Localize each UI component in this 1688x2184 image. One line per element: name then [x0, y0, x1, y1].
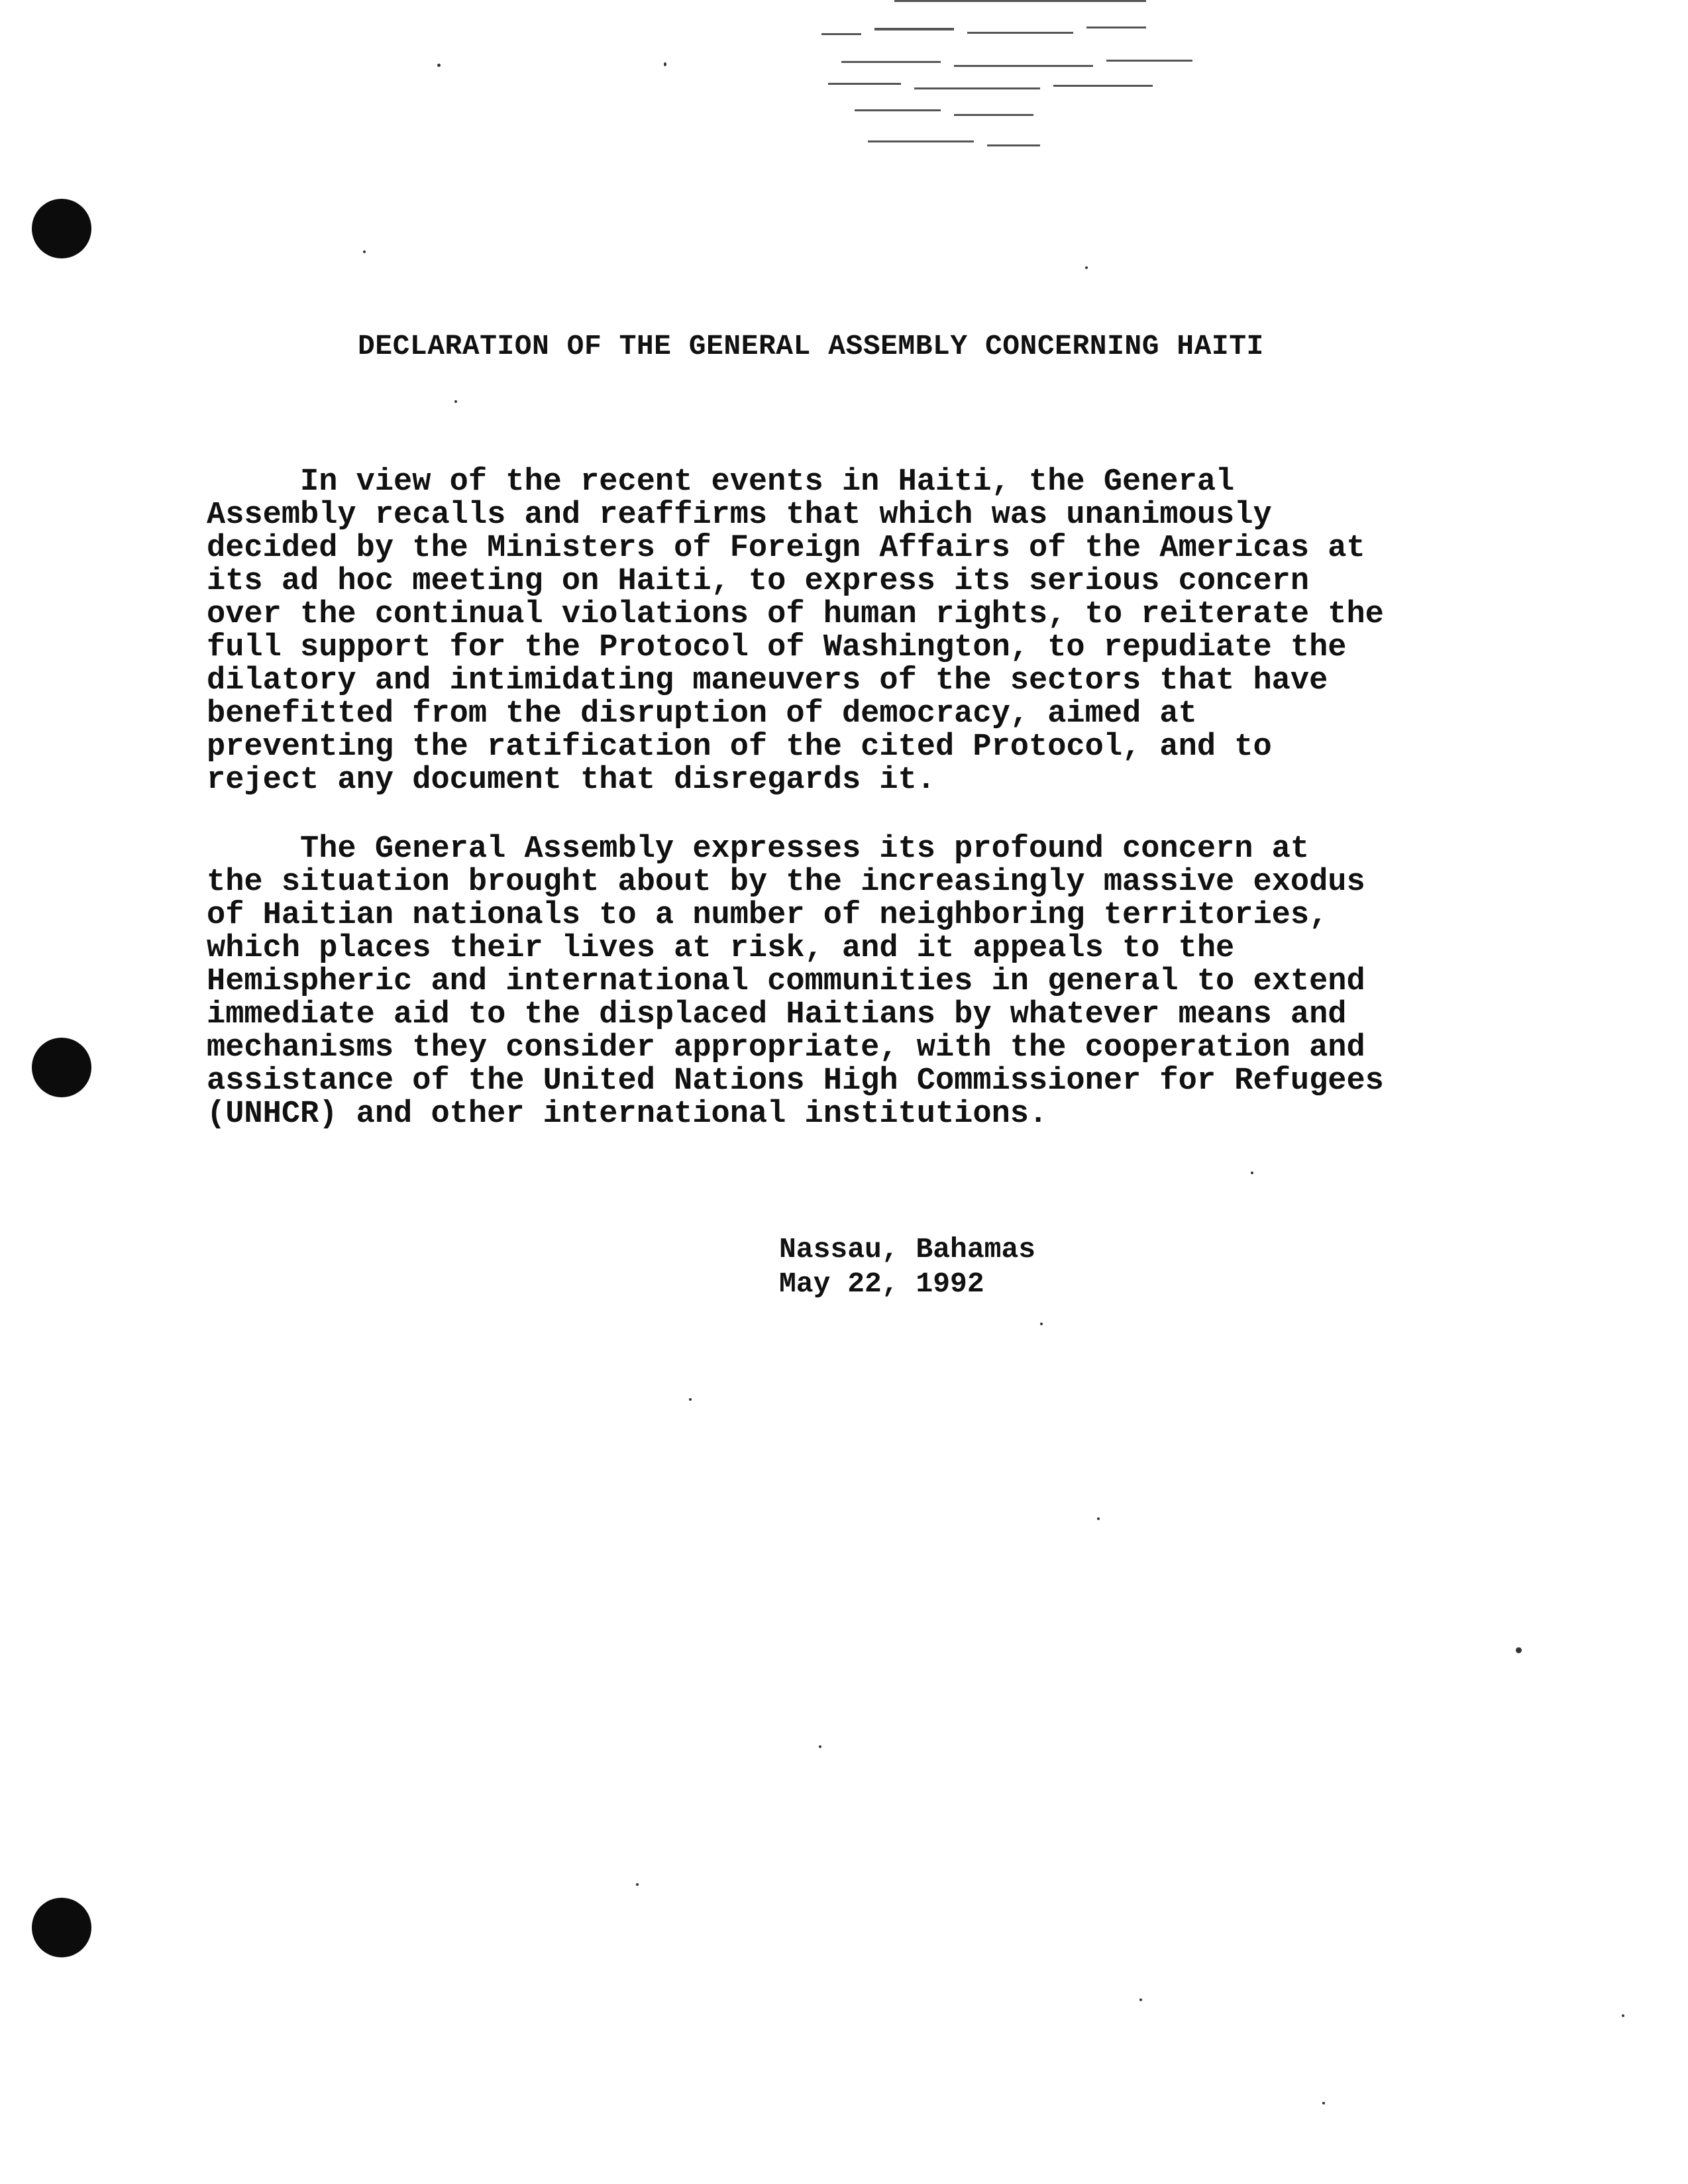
- scan-speck: [1139, 1998, 1142, 2001]
- scan-speck: [454, 400, 457, 403]
- scan-speck: [819, 1745, 821, 1748]
- paragraph-line: benefitted from the disruption of democracy, aimed at: [207, 696, 1197, 732]
- scan-smudge: [815, 0, 1245, 159]
- document-title: DECLARATION OF THE GENERAL ASSEMBLY CONCERNING HAITI: [358, 330, 1264, 362]
- paragraph-line: assistance of the United Nations High Commissioner for Refugees: [207, 1064, 1384, 1099]
- scan-speck: [363, 250, 366, 253]
- scan-speck: [1251, 1172, 1253, 1174]
- scan-speck: [1622, 2014, 1624, 2017]
- scan-speck: [1040, 1323, 1043, 1325]
- paragraph: [207, 833, 1505, 1131]
- place-line: Nassau, Bahamas: [779, 1233, 1036, 1266]
- paragraph-line: its ad hoc meeting on Haiti, to express its serious concern: [207, 564, 1310, 599]
- scan-speck: [689, 1398, 692, 1401]
- paragraph-line: over the continual violations of human rights, to reiterate the: [207, 597, 1384, 632]
- scan-speck: [664, 62, 666, 66]
- paragraph-line: which places their lives at risk, and it appeals to the: [207, 931, 1235, 966]
- paragraph-line: reject any document that disregards it.: [207, 763, 935, 798]
- date-line: May 22, 1992: [779, 1268, 984, 1300]
- paragraph-line: of Haitian nationals to a number of neighboring territories,: [207, 898, 1328, 933]
- paragraph-line: The General Assembly expresses its profound concern at: [207, 832, 1310, 867]
- scan-speck: [1516, 1647, 1522, 1653]
- paragraph-line: Hemispheric and international communities in general to extend: [207, 964, 1365, 999]
- paragraph-line: preventing the ratification of the cited Protocol, and to: [207, 730, 1272, 765]
- binder-hole: [32, 1038, 91, 1097]
- paragraph: [207, 466, 1505, 797]
- paragraph-line: mechanisms they consider appropriate, with the cooperation and: [207, 1030, 1365, 1065]
- scan-speck: [1085, 266, 1088, 269]
- paragraph-line: Assembly recalls and reaffirms that which was unanimously: [207, 498, 1272, 533]
- scan-speck: [1322, 2102, 1325, 2104]
- paragraph-line: the situation brought about by the increasingly massive exodus: [207, 865, 1365, 900]
- scan-speck: [1097, 1517, 1100, 1520]
- signoff-block: [779, 1232, 1035, 1301]
- scan-speck: [437, 64, 441, 67]
- paragraph-line: (UNHCR) and other international institutions.: [207, 1097, 1048, 1132]
- paragraph-line: dilatory and intimidating maneuvers of the sectors that have: [207, 663, 1328, 698]
- paragraph-line: decided by the Ministers of Foreign Affairs of the Americas at: [207, 531, 1365, 566]
- paragraph-line: full support for the Protocol of Washington, to repudiate the: [207, 630, 1347, 665]
- paragraph-line: In view of the recent events in Haiti, the General: [207, 464, 1235, 500]
- binder-hole: [32, 199, 91, 258]
- scan-speck: [636, 1883, 639, 1886]
- binder-hole: [32, 1898, 91, 1957]
- paragraph-line: immediate aid to the displaced Haitians by whatever means and: [207, 997, 1347, 1032]
